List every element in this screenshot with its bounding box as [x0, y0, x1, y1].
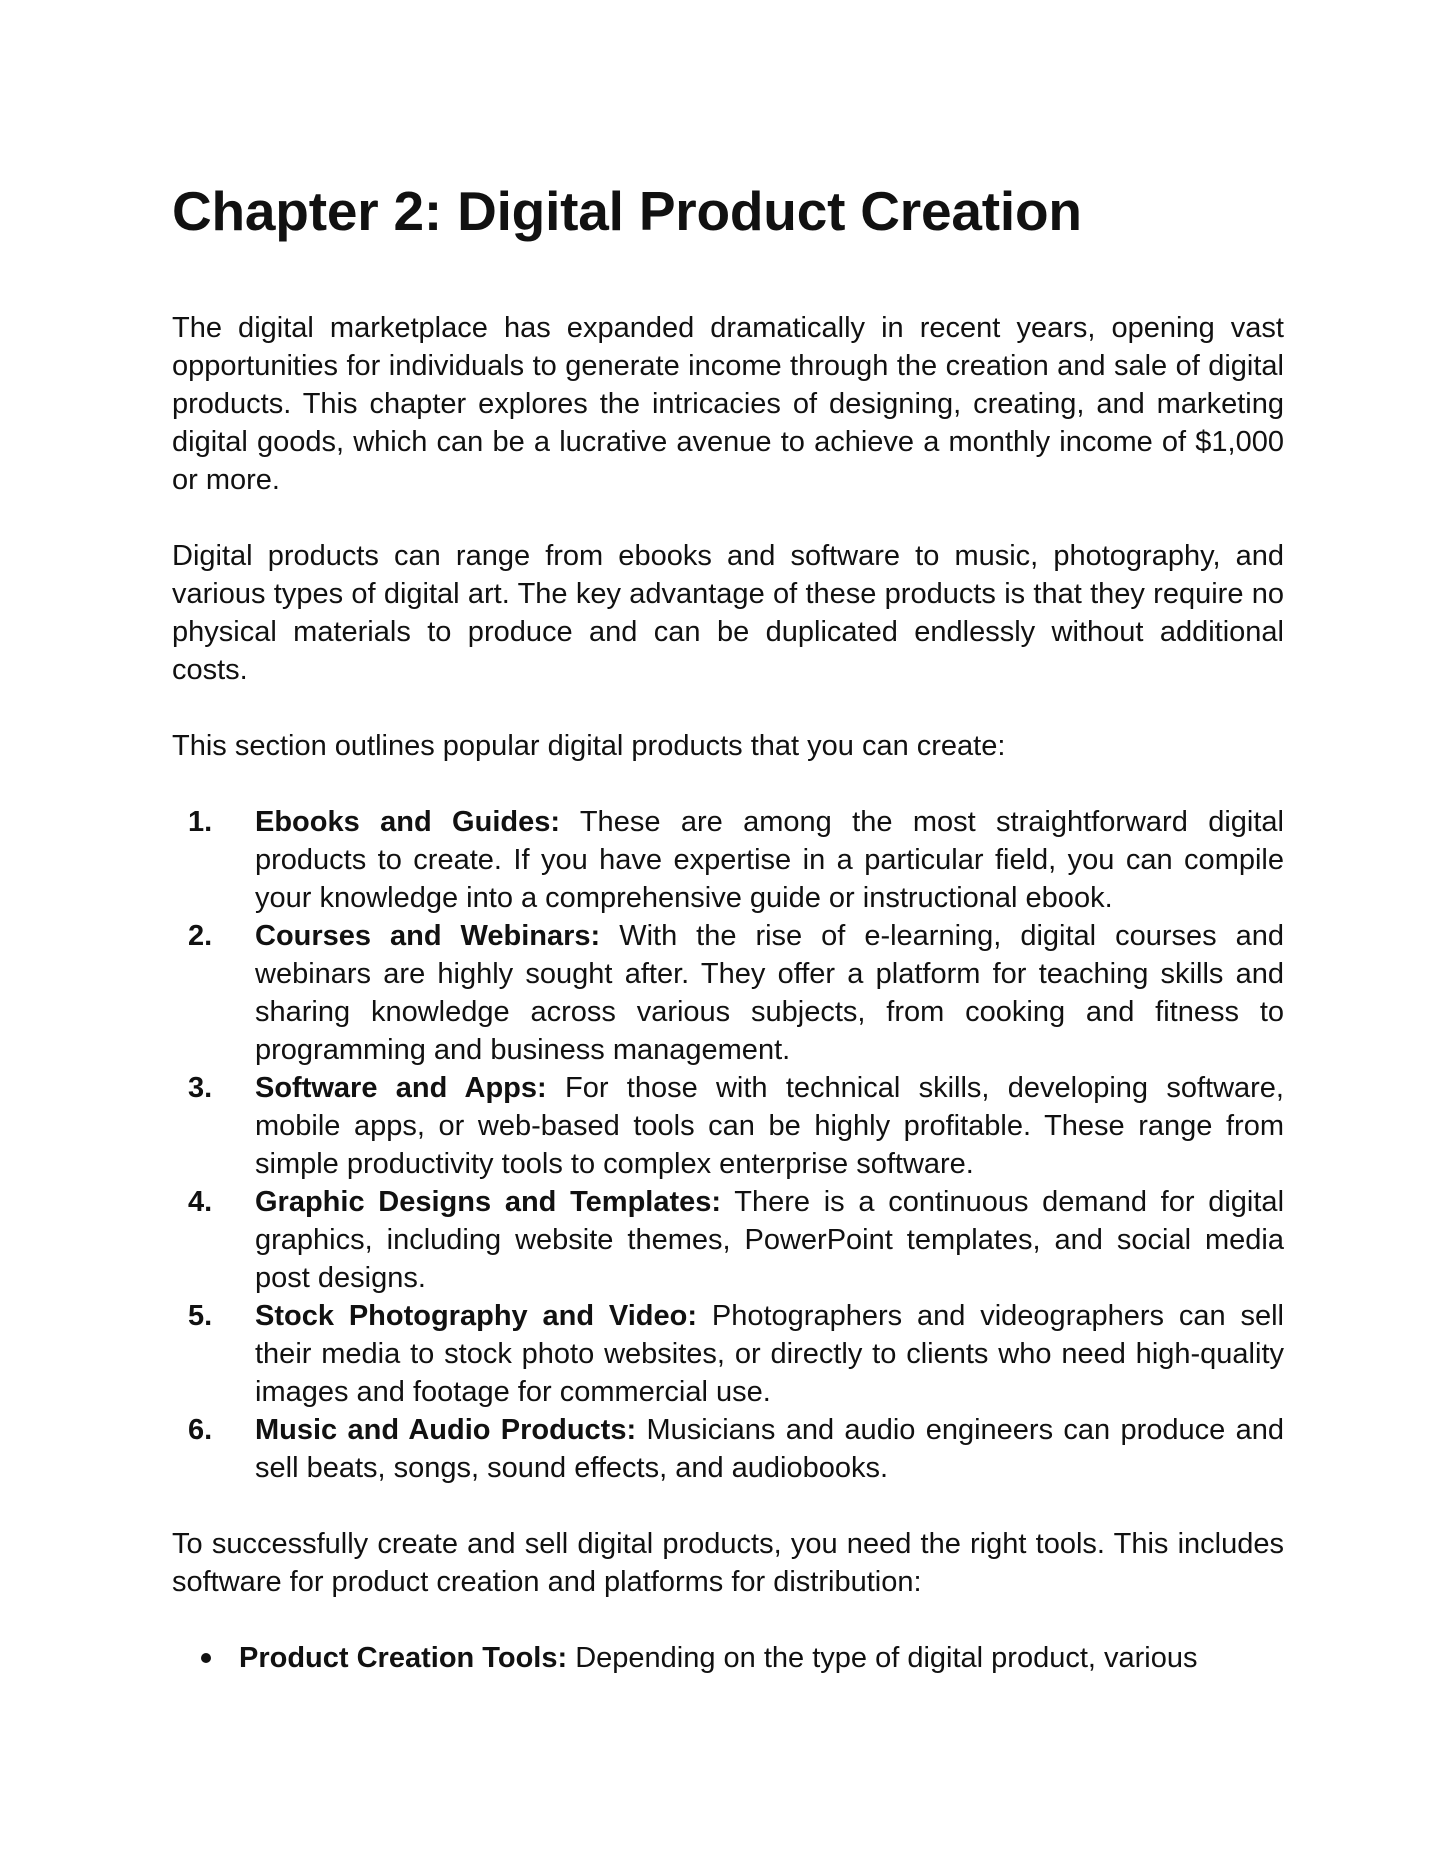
- list-item-term: Product Creation Tools:: [239, 1642, 568, 1674]
- list-item: [172, 917, 1284, 1069]
- list-number: 5.: [188, 1300, 213, 1332]
- list-item-text: There is a continuous demand for digital graphics, including website themes, PowerPoint templates, and social media post designs.: [255, 1186, 1285, 1294]
- products-overview-paragraph: Digital products can range from ebooks and software to music, photography, and various types of digital art. The key advantage of these products is that they require no physical materials to produce and can be duplicated endlessly without additional costs.: [172, 540, 1284, 686]
- list-item-term: Courses and Webinars:: [255, 920, 601, 952]
- list-item-term: Ebooks and Guides:: [255, 806, 560, 838]
- list-item: [172, 803, 1284, 917]
- list-number: 4.: [188, 1186, 213, 1218]
- list-item-term: Graphic Designs and Templates:: [255, 1186, 722, 1218]
- list-item: [172, 1297, 1284, 1411]
- list-number: 3.: [188, 1072, 213, 1104]
- list-item: [172, 1411, 1284, 1487]
- bullet-dot-icon: [201, 1653, 211, 1663]
- tools-bullet-list: [172, 1639, 1284, 1677]
- list-item: [172, 1183, 1284, 1297]
- list-item-text: For those with technical skills, developing software, mobile apps, or web-based tools can be highly profitable. These range from simple productivity tools to complex enterprise software.: [255, 1072, 1284, 1180]
- list-item-term: Music and Audio Products:: [255, 1414, 637, 1446]
- tools-intro-paragraph: To successfully create and sell digital products, you need the right tools. This includes software for product creation and platforms for distribution:: [172, 1528, 1284, 1598]
- list-item-text: These are among the most straightforward digital products to create. If you have expertise in a particular field, you can compile your knowledge into a comprehensive guide or instructional ebook.: [255, 806, 1284, 914]
- list-intro-paragraph: This section outlines popular digital products that you can create:: [172, 730, 1006, 762]
- list-item-text: Musicians and audio engineers can produce and sell beats, songs, sound effects, and audiobooks.: [255, 1414, 1285, 1484]
- list-item: [172, 1639, 1284, 1677]
- list-number: 1.: [188, 806, 213, 838]
- list-item-term: Stock Photography and Video:: [255, 1300, 698, 1332]
- document-page: [172, 178, 1284, 1677]
- intro-paragraph: The digital marketplace has expanded dramatically in recent years, opening vast opportunities for individuals to generate income through the creation and sale of digital products. This chapter explores the intricacies of designing, creating, and marketing digital goods, which can be a lucrative avenue to achieve a monthly income of $1,000 or more.: [172, 312, 1284, 496]
- list-number: 6.: [188, 1414, 213, 1446]
- list-item-text: Depending on the type of digital product, various: [567, 1642, 1198, 1674]
- chapter-title: Chapter 2: Digital Product Creation: [172, 180, 1082, 242]
- list-item: [172, 1069, 1284, 1183]
- list-number: 2.: [188, 920, 213, 952]
- list-item-text: With the rise of e-learning, digital courses and webinars are highly sought after. They offer a platform for teaching skills and sharing knowledge across various subjects, from cooking and fitness to programming and business management.: [255, 920, 1284, 1066]
- digital-products-list: [172, 803, 1284, 1487]
- list-item-term: Software and Apps:: [255, 1072, 547, 1104]
- list-item-text: Photographers and videographers can sell their media to stock photo websites, or directly to clients who need high-quality images and footage for commercial use.: [255, 1300, 1285, 1408]
